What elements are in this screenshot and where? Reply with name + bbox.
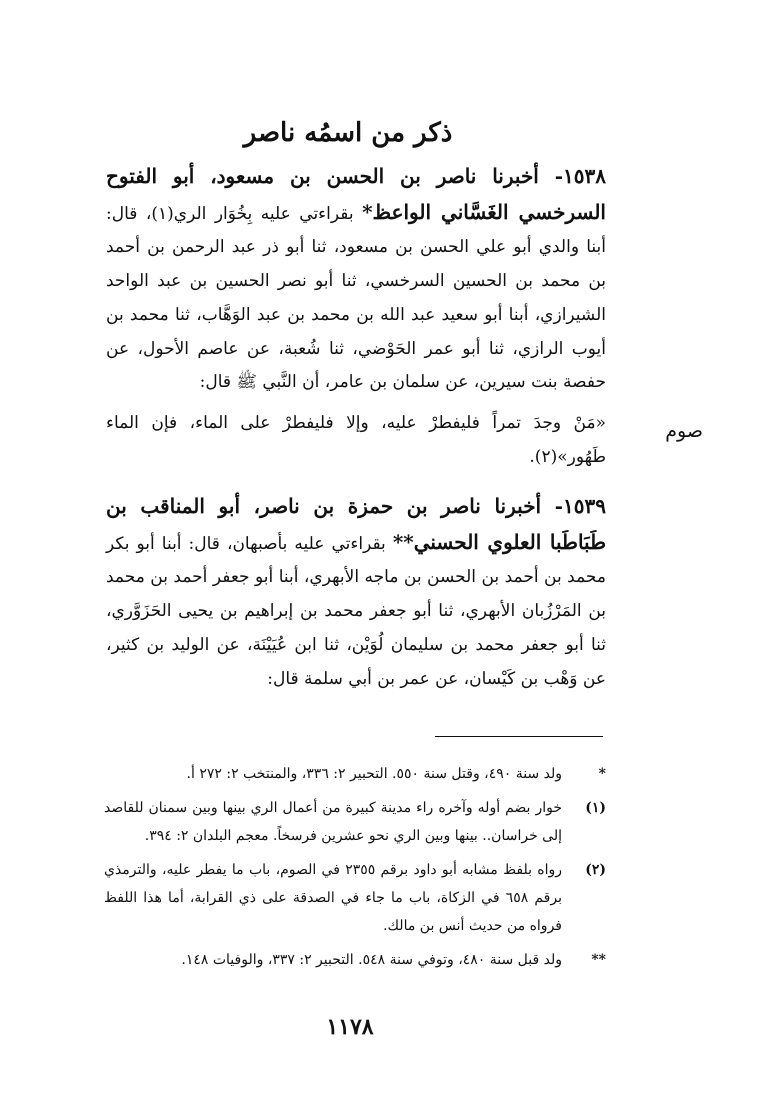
footnote-divider — [435, 736, 603, 737]
footnote-text: رواه بلفظ مشابه أبو داود برقم ٢٣٥٥ في الصوم، باب ما يفطر عليه، والترمذي برقم ٦٥٨ في الزكاة، باب ما جاء في الصدقة على ذي القرابة، أما هذا اللفظ فرواه من حديث أنس بن مالك. — [104, 862, 563, 934]
page-number: ١١٧٨ — [326, 1014, 374, 1040]
entry-1538 — [106, 160, 606, 400]
footnote-marker: ** — [591, 952, 606, 968]
entry-text: بقراءتي عليه بِخُوَار الري(١)، قال: أبنا والدي أبو علي الحسن بن مسعود، ثنا أبو ذر عبد الرحمن بن أحمد بن محمد بن الحسين السرخسي، ثنا أبو نصر الحسين بن عبد الواحد الشيرازي، أبنا أبو سعيد عبد الله بن محمد بن عبد الوَهَّاب، ثنا محمد بن أيوب الرازي، ثنا أبو عمر الحَوْضي، ثنا شُعبة، عن عاصم الأحول، عن حفصة بنت سيرين، عن سلمان بن عامر، أن النَّبي ﷺ قال: — [106, 203, 606, 393]
footnote-text: ولد سنة ٤٩٠، وقتل سنة ٥٥٠. التحبير ٢: ٣٣٦، والمنتخب ٢: ٢٧٢ أ. — [186, 766, 562, 782]
footnote — [104, 856, 606, 940]
section-title: ذكر من اسمُه ناصر — [243, 118, 453, 148]
footnote — [104, 794, 606, 850]
footnote-marker: (١) — [585, 800, 606, 816]
footnote — [104, 946, 606, 974]
footnotes-list — [104, 760, 606, 980]
entry-number: ١٥٣٨- — [554, 164, 606, 188]
margin-note: صوم — [665, 420, 703, 442]
entry-1539 — [106, 490, 606, 696]
entry-text: بقراءتي عليه بأصبهان، قال: أبنا أبو بكر محمد بن أحمد بن الحسن بن ماجه الأبهري، أبنا أبو جعفر أحمد بن محمد بن المَرْزُبان الأبهري، ثنا أبو جعفر محمد بن إبراهيم بن يحيى الحَزَوَّري، ثنا أبو جعفر محمد بن سليمان لُوَيْن، ثنا ابن عُيَيْنَة، عن الوليد بن كثير، عن وَهْب بن كَيْسان، عن عمر بن أبي سلمة قال: — [106, 533, 606, 689]
footnote-text: خوار بضم أوله وآخره راء مدينة كبيرة من أعمال الري بينها وبين سمنان للقاصد إلى خراسان.. بينها وبين الري نحو عشرين فرسخاً. معجم البلدان ٢: ٣٩٤. — [104, 800, 562, 844]
footnote-text: ولد قبل سنة ٤٨٠، وتوفي سنة ٥٤٨. التحبير ٢: ٣٣٧، والوفيات ١٤٨. — [181, 952, 562, 968]
entry-heading: أخبرنا ناصر بن الحسن بن مسعود، أبو الفتوح السرخسي الغَسَّاني الواعظ* — [106, 164, 606, 224]
entry-heading: أخبرنا ناصر بن حمزة بن ناصر، أبو المناقب بن طَبَاطَبا العلوي الحسني** — [106, 494, 606, 554]
footnote — [104, 760, 606, 788]
entry-number: ١٥٣٩- — [554, 494, 606, 518]
footnote-marker: * — [598, 766, 606, 782]
footnote-marker: (٢) — [585, 862, 606, 878]
hadith-text: «مَنْ وجدَ تمراً فليفطرْ عليه، وإلا فليفطرْ على الماء، فإن الماء طَهُور»(٢). — [106, 413, 606, 467]
